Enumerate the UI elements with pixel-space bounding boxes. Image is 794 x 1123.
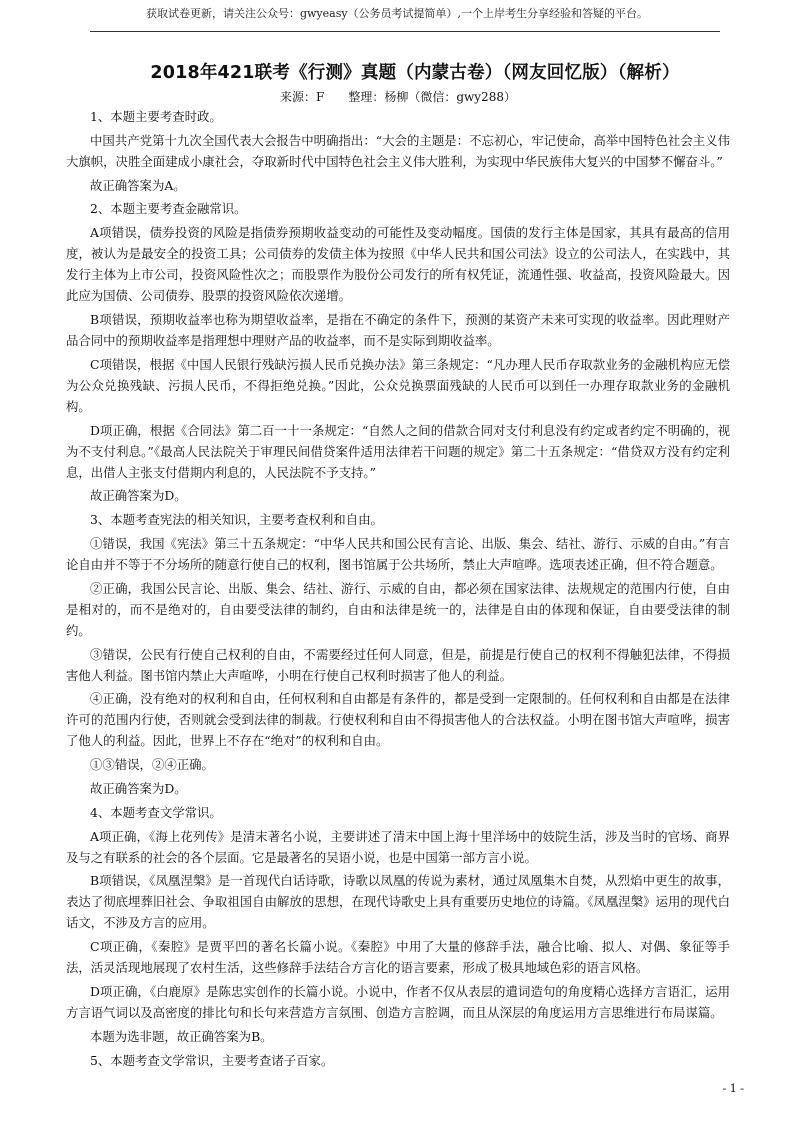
paragraph: ③错误，公民有行使自己权利的自由，不需要经过任何人同意，但是，前提是行使自己的权利不得触犯法律，不得损害他人利益。图书馆内禁止大声喧哗，小明在行使自己权利时损害了他人的利益。 — [66, 646, 730, 683]
paragraph: C项错误，根据《中国人民银行残缺污损人民币兑换办法》第三条规定：“凡办理人民币存取款业务的金融机构应无偿为公众兑换残缺、污损人民币，不得拒绝兑换。”因此，公众兑换票面残缺的人民币可以到任一办理存取款业务的金融机构。 — [66, 356, 730, 414]
document-title: 2018年421联考《行测》真题（内蒙古卷）（网友回忆版）（解析） — [150, 63, 680, 83]
paragraph: 故正确答案为D。 — [90, 780, 187, 796]
paragraph: C项正确，《秦腔》是贾平凹的著名长篇小说。《秦腔》中用了大量的修辞手法，融合比喻、拟人、对偶、象征等手法，活灵活现地展现了农村生活，这些修辞手法结合方言化的语言要素，形成了极具地域色彩的语言风格。 — [66, 939, 730, 976]
paragraph: A项错误，债券投资的风险是指债券预期收益变动的可能性及变动幅度。国债的发行主体是国家，其具有最高的信用度，被认为是最安全的投资工具；公司债券的发债主体为按照《中华人民共和国公司法》设立的公司法人，在实践中，其发行主体为上市公司，投资风险性次之；而股票作为股份公司发行的所有权凭证，流通性强、收益高，投资风险最大。因此应为国债、公司债券、股票的投资风险依次递增。 — [66, 225, 730, 304]
paragraph: A项正确，《海上花列传》是清末著名小说，主要讲述了清末中国上海十里洋场中的妓院生活，涉及当时的官场、商界及与之有联系的社会的各个层面。它是最著名的吴语小说，也是中国第一部方言小说。 — [66, 828, 730, 865]
paragraph: ①③错误，②④正确。 — [90, 757, 214, 773]
paragraph: 1、本题主要考查时政。 — [90, 109, 222, 124]
paragraph: B项错误，预期收益率也称为期望收益率，是指在不确定的条件下，预测的某资产未来可实现的收益率。因此理财产品合同中的预期收益率是指理想中理财产品的收益率，而不是实际到期收益率。 — [66, 311, 730, 348]
header-note: 获取试卷更新，请关注公众号：gwyeasy（公务员考试提简单）,一个上岸考生分享经验和答疑的平台。 — [145, 7, 649, 20]
paragraph: 本题为选非题，故正确答案为B。 — [90, 1028, 273, 1044]
paragraph: ②正确，我国公民言论、出版、集会、结社、游行、示威的自由，都必须在国家法律、法规规定的范围内行使，自由是相对的，而不是绝对的，自由要受法律的制约，自由和法律是统一的，法律是自由的体现和保证，自由要受法律的制约。 — [66, 580, 730, 638]
header-divider — [90, 31, 720, 32]
paragraph: 故正确答案为D。 — [90, 488, 187, 504]
paragraph: ①错误，我国《宪法》第三十五条规定：“中华人民共和国公民有言论、出版、集会、结社、游行、示威的自由。”有言论自由并不等于不分场所的随意行使自己的权利，图书馆属于公共场所，禁止大声喧哗。选项表述正确，但不符合题意。 — [66, 535, 730, 572]
paragraph: D项正确，根据《合同法》第二百一十一条规定：“自然人之间的借款合同对支付利息没有约定或者约定不明确的，视为不支付利息。”《最高人民法院关于审理民间借贷案件适用法律若干问题的规定》第二十五条规定：“借贷双方没有约定利息，出借人主张支付借期内利息的，人民法院不予支持。” — [66, 422, 730, 480]
paragraph: ④正确，没有绝对的权利和自由，任何权利和自由都是有条件的，都是受到一定限制的。任何权利和自由都是在法律许可的范围内行使，否则就会受到法律的制裁。行使权利和自由不得损害他人的合法权益。小明在图书馆大声喧哗，损害了他人的利益。因此，世界上不存在“绝对”的权利和自由。 — [66, 691, 730, 749]
paragraph: 4、本题考查文学常识。 — [90, 804, 222, 820]
paragraph: 2、本题主要考查金融常识。 — [90, 201, 247, 217]
paragraph: B项错误，《凤凰涅槃》是一首现代白话诗歌，诗歌以凤凰的传说为素材，通过凤凰集木自焚，从烈焰中更生的故事，表达了彻底埋葬旧社会、争取祖国自由解放的思想，在现代诗歌史上具有重要历史地位的诗篇。《凤凰涅槃》运用的现代白话文，不涉及方言的应用。 — [66, 873, 730, 931]
source-line: 来源：F 整理：杨柳（微信：gwy288） — [280, 90, 516, 104]
page-number: - 1 - — [722, 1082, 744, 1095]
paragraph: 故正确答案为A。 — [90, 177, 186, 193]
paragraph: 3、本题考查宪法的相关知识，主要考查权利和自由。 — [90, 512, 383, 528]
paragraph: 中国共产党第十九次全国代表大会报告中明确指出：“大会的主题是：不忘初心，牢记使命，高举中国特色社会主义伟大旗帜，决胜全面建成小康社会，夺取新时代中国特色社会主义伟大胜利，为实现中华民族伟大复兴的中国梦不懈奋斗。” — [66, 132, 730, 169]
paragraph: D项正确，《白鹿原》是陈忠实创作的长篇小说。小说中，作者不仅从表层的遣词造句的角度精心选择方言语汇，运用方言语气词以及高密度的排比句和长句来营造方言氛围、创造方言腔调，而且从深层的角度运用方言思维进行布局谋篇。 — [66, 983, 730, 1020]
paragraph: 5、本题考查文学常识，主要考查诸子百家。 — [90, 1052, 334, 1068]
document-body — [66, 106, 730, 1073]
